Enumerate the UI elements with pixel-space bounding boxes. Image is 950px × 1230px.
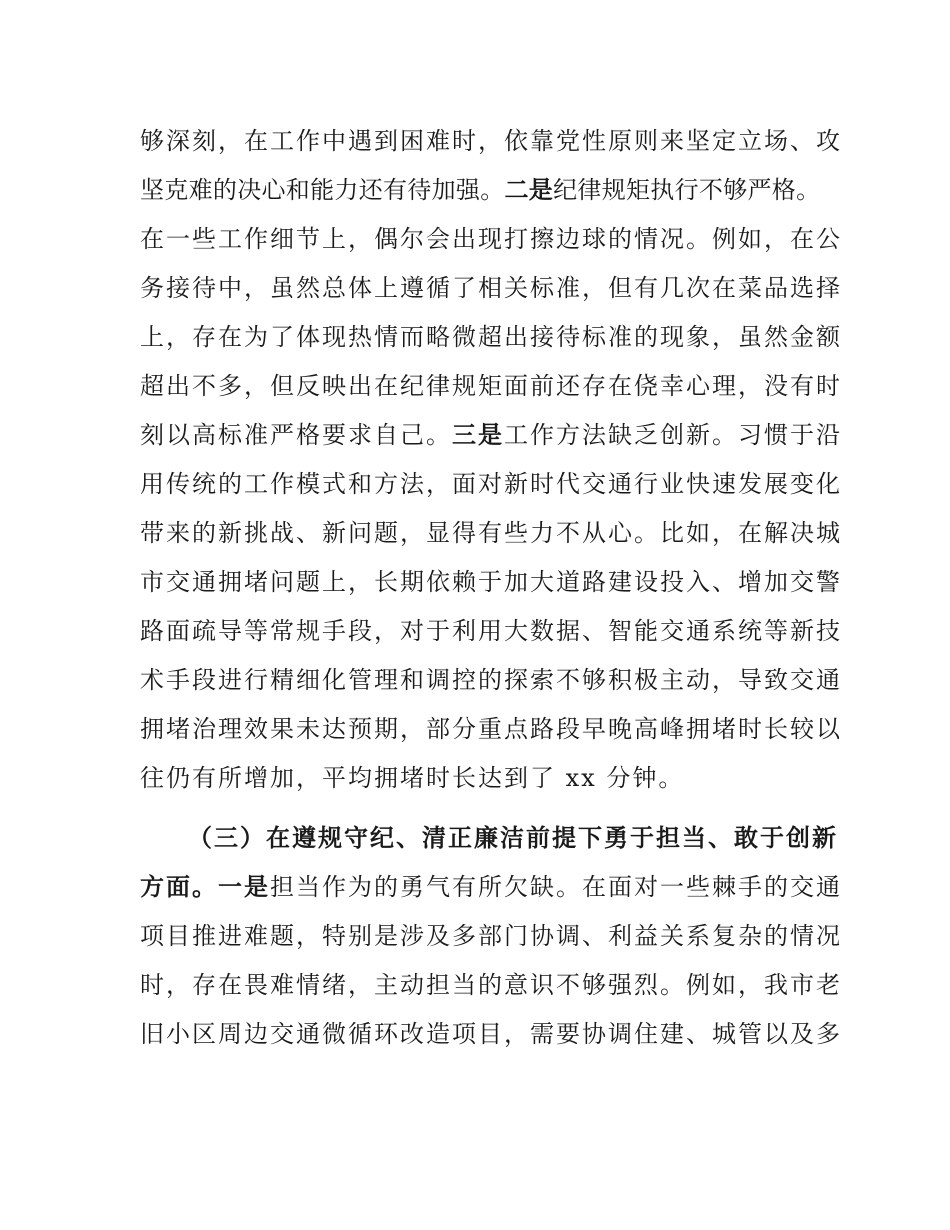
- text-line: [140, 117, 840, 166]
- text-span: 往仍有所增加，平均拥堵时长达到了 xx 分钟。: [140, 764, 685, 792]
- text-line: [140, 215, 840, 264]
- text-span: 上，存在为了体现热情而略微超出接待标准的现象，虽然金额: [140, 323, 842, 351]
- bold-marker: 二是: [504, 176, 554, 204]
- text-span: 拥堵治理效果未达预期，部分重点路段早晚高峰拥堵时长较以: [140, 715, 842, 743]
- text-line: [140, 912, 840, 961]
- text-span: 术手段进行精细化管理和调控的探索不够积极主动，导致交通: [140, 666, 842, 694]
- text-span: 超出不多，但反映出在纪律规矩面前还存在侥幸心理，没有时: [140, 372, 842, 400]
- text-line: [140, 961, 840, 1010]
- text-span: 时，存在畏难情绪，主动担当的意识不够强烈。例如，我市老: [140, 971, 842, 999]
- text-line: [140, 754, 840, 803]
- heading-text: （三）在遵规守纪、清正廉洁前提下勇于担当、敢于创新: [188, 824, 838, 852]
- text-line: [140, 558, 840, 607]
- text-span: 项目推进难题，特别是涉及多部门协调、利益关系复杂的情况: [140, 922, 842, 950]
- text-line: [140, 656, 840, 705]
- text-span: 路面疏导等常规手段，对于利用大数据、智能交通系统等新技: [140, 617, 842, 645]
- text-line: [140, 863, 840, 912]
- text-line: [140, 362, 840, 411]
- document-body: [140, 117, 840, 1059]
- text-span: 担当作为的勇气有所欠缺。在面对一些棘手的交通: [270, 873, 842, 901]
- text-span: 用传统的工作模式和方法，面对新时代交通行业快速发展变化: [140, 470, 842, 498]
- text-span: 工作方法缺乏创新。习惯于沿: [504, 421, 842, 449]
- text-span: 够深刻，在工作中遇到困难时，依靠党性原则来坚定立场、攻: [140, 127, 842, 155]
- section-heading: [140, 814, 840, 863]
- text-line: [140, 411, 840, 460]
- text-span: 旧小区周边交通微循环改造项目，需要协调住建、城管以及多: [140, 1020, 842, 1048]
- text-span: 在一些工作细节上，偶尔会出现打擦边球的情况。例如，在公: [140, 225, 842, 253]
- heading-text: 方面。: [140, 873, 218, 901]
- bold-marker: 三是: [452, 421, 504, 449]
- text-line: [140, 264, 840, 313]
- text-span: 带来的新挑战、新问题，显得有些力不从心。比如，在解决城: [140, 519, 842, 547]
- text-span: 市交通拥堵问题上，长期依赖于加大道路建设投入、增加交警: [140, 568, 842, 596]
- text-span: 刻以高标准严格要求自己。: [140, 421, 452, 449]
- text-span: 务接待中，虽然总体上遵循了相关标准，但有几次在菜品选择: [140, 274, 842, 302]
- bold-marker: 一是: [218, 873, 270, 901]
- text-line: [140, 1010, 840, 1059]
- text-span: 坚克难的决心和能力还有待加强。: [140, 176, 505, 204]
- text-line: [140, 313, 840, 362]
- text-line: [140, 705, 840, 754]
- text-span: 纪律规矩执行不够严格。: [553, 176, 821, 204]
- text-line: [140, 460, 840, 509]
- text-line: [140, 509, 840, 558]
- text-line: [140, 166, 840, 215]
- text-line: [140, 607, 840, 656]
